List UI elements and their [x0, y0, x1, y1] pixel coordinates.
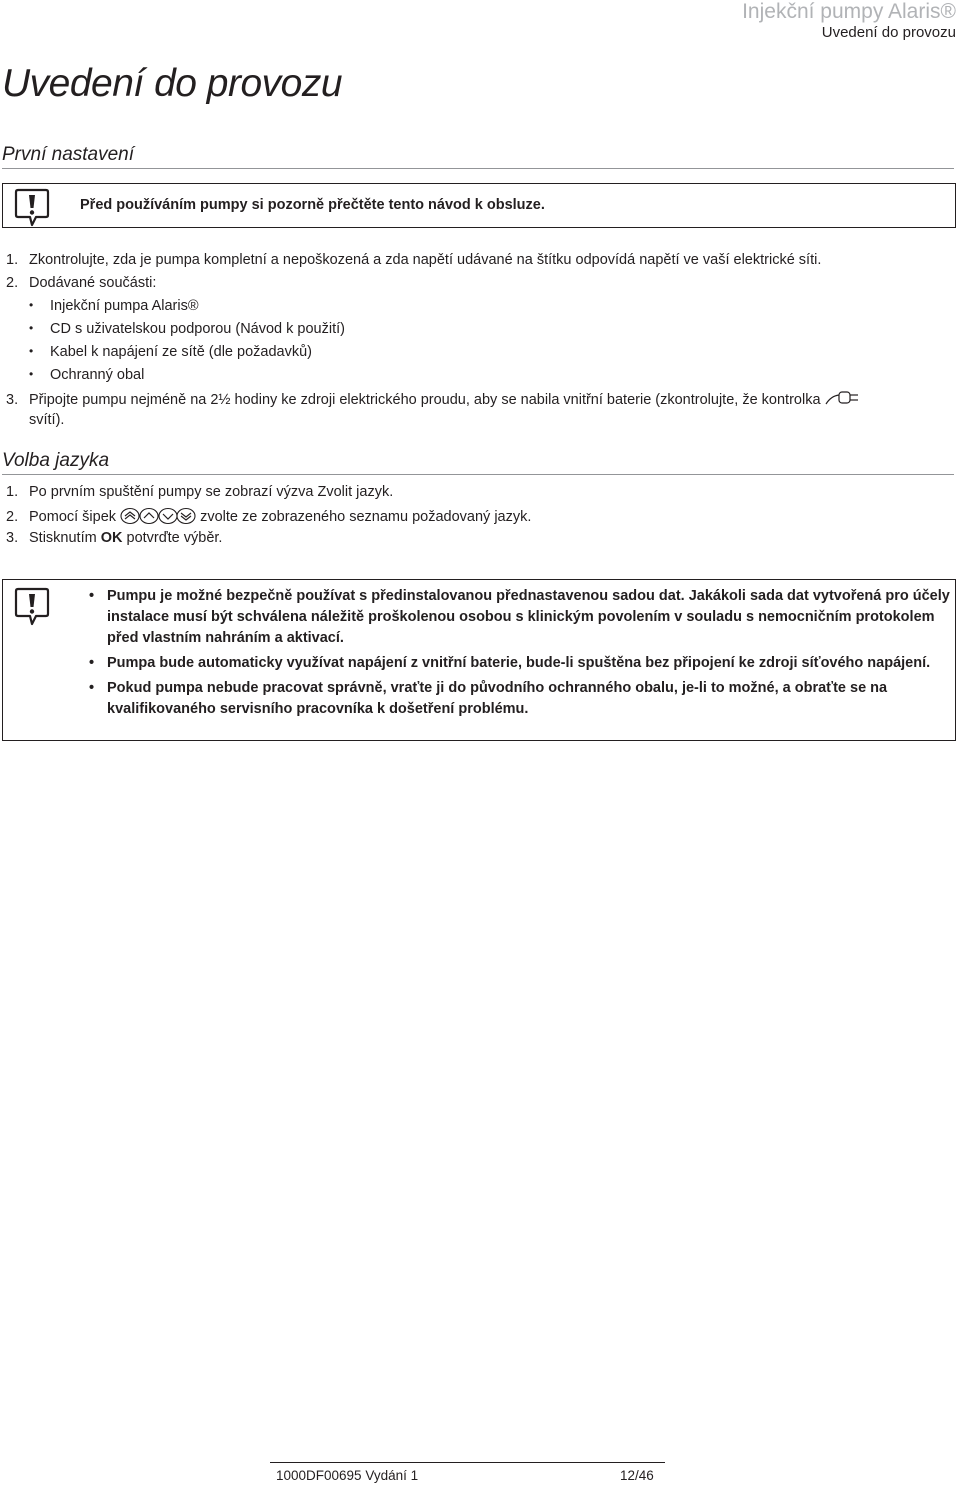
page-title: Uvedení do provozu [2, 62, 343, 105]
warning-text-read-manual: Před používáním pumpy si pozorně přečtěte tento návod k obsluze. [80, 197, 545, 213]
warning-box-safety [2, 579, 956, 741]
header-product: Injekční pumpy Alaris® [742, 0, 956, 23]
setup-step-3-continued: svítí). [29, 412, 65, 428]
language-step-3: 3. Stisknutím OK potvrďte výběr. [6, 530, 223, 546]
page-header [742, 0, 956, 42]
warning-list [81, 586, 953, 724]
warning-item: • Pumpu je možné bezpečně používat s předinstalovanou přednastavenou sadou dat. Jakákoli sada dat vytvořená pro účely instalace musí být schválena náležitě proškolenou osobou s klinickým povolením v souladu s nemocničním protokolem před vlastním nahráním a aktivací. [89, 588, 950, 646]
language-step-2: 2. Pomocí šipek zvolte ze zobrazeného seznamu požadovaný jazyk. [6, 509, 532, 525]
component-item: • Injekční pumpa Alaris® [29, 298, 199, 314]
section-heading-language: Volba jazyka [2, 450, 954, 475]
warning-exclamation-icon [14, 586, 50, 628]
setup-step-2: 2. Dodávané součásti: [6, 275, 157, 291]
section-heading-first-setup: První nastavení [2, 144, 954, 169]
double-up-up-down-double-down-arrows-icon [120, 507, 196, 525]
warning-box-read-manual [2, 183, 956, 228]
footer-document-number: 1000DF00695 Vydání 1 [276, 1468, 419, 1483]
warning-exclamation-icon [14, 187, 50, 229]
warning-item: • Pokud pumpa nebude pracovat správně, vraťte ji do původního ochranného obalu, je-li to možné, a obraťte se na kvalifikovaného servisního pracovníka k došetření problému. [89, 680, 888, 717]
setup-step-1: 1. Zkontrolujte, zda je pumpa kompletní a nepoškozená a zda napětí udávané na štítku odpovídá napětí ve vaší elektrické síti. [6, 252, 822, 268]
setup-step-3: 3. Připojte pumpu nejméně na 2½ hodiny ke zdroji elektrického proudu, aby se nabila vnitřní baterie (zkontrolujte, že kontrolka [6, 390, 861, 408]
language-step-1: 1. Po prvním spuštění pumpy se zobrazí výzva Zvolit jazyk. [6, 484, 394, 500]
footer-page-number: 12/46 [620, 1468, 654, 1483]
ok-key-label: OK [100, 530, 123, 546]
warning-item: • Pumpa bude automaticky využívat napájení z vnitřní baterie, bude-li spuštěna bez připojení ke zdroji síťového napájení. [89, 655, 931, 671]
component-item: • Ochranný obal [29, 367, 145, 383]
mains-plug-icon [825, 390, 861, 408]
component-item: • Kabel k napájení ze sítě (dle požadavků) [29, 344, 312, 360]
footer-rule [270, 1462, 665, 1463]
header-section: Uvedení do provozu [821, 24, 956, 41]
component-item: • CD s uživatelskou podporou (Návod k použití) [29, 321, 345, 337]
